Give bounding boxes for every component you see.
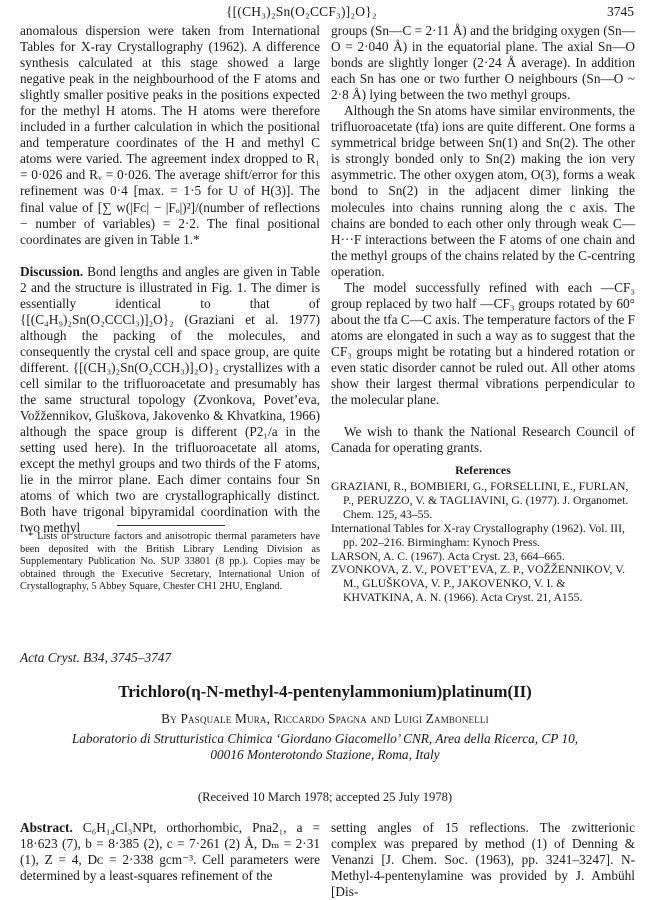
footnote-divider: [117, 525, 225, 526]
received-dates: (Received 10 March 1978; accepted 25 July 1978): [197, 790, 453, 804]
abstract-text: C₆H₁₄Cl₃NPt, orthorhombic, Pna2₁, a = 18·623 (7), b = 8·385 (2), c = 7·261 (2) Å, Dₘ = 2·31 (1), Z = 4, Dᴄ = 2·338 gcm⁻³. Cell parameters were determined by a least-squares refinement of the: [20, 820, 320, 884]
affiliation: [40, 731, 610, 763]
discussion-paragraph: [20, 264, 320, 537]
right-paragraph-3: The model successfully refined with each —CF₃ group replaced by two half —CF₃ groups rotated by 60° about the tfa C—C axis. The temperature factors of the F atoms are elongated in such a way as to suggest that the CF₃ groups might be rotating but a hindered rotation or even static disorder cannot be ruled out. All other atoms show their largest thermal vibrations perpendicular to the molecular plane.: [331, 279, 635, 408]
acknowledgement: We wish to thank the National Research Council of Canada for operating grants.: [331, 424, 635, 456]
page-number: 3745: [607, 4, 634, 19]
references-list: [331, 480, 635, 605]
running-title: {[(CH₃)₂Sn(O₂CCF₃)]₂O}₂: [226, 4, 377, 19]
reference-item: LARSON, A. C. (1967). Acta Cryst. 23, 664–665.: [331, 549, 565, 563]
paper-title: Trichloro(η-N-methyl-4-pentenylammonium)platinum(II): [118, 682, 532, 701]
reference-item: International Tables for X-ray Crystallography (1962). Vol. III, pp. 202–216. Birmingham: Kynoch Press.: [331, 521, 625, 549]
left-column: [20, 23, 320, 536]
abstract: [20, 820, 320, 884]
abstract-label: Abstract.: [20, 820, 73, 835]
discussion-label: Discussion.: [20, 263, 84, 279]
reference-item: GRAZIANI, R., BOMBIERI, G., FORSELLINI, E., FURLAN, P., PERUZZO, V. & TAGLIAVINI, G. (1977). J. Organomet. Chem. 125, 43–55.: [331, 480, 629, 521]
author-list: By Pasquale Mura, Riccardo Spagna and Luigi Zambonelli: [161, 711, 489, 726]
affiliation-line-1: Laboratorio di Strutturistica Chimica ‘Giordano Giacomello’ CNR, Area della Ricerca, CP 10,: [71, 731, 579, 746]
discussion-text: Bond lengths and angles are given in Table 2 and the structure is illustrated in Fig. 1. The dimer is essentially identical to that of {[(C₄H₉)₂Sn(O₂CCCl₃)]₂O}₂ (Graziani et al. 1977) although the packing of the molecules, and consequently the crystal cell and space group, are quite different. {[(CH₃)₂Sn(O₂CCH₃)]₂O}₂ crystallizes with a cell similar to the trifluoroacetate and presumably has the same structural topology (Zvonkova, Povet’eva, Vožžennikov, Gluškova, Jakovenko & Khvatkina, 1966) although the space group is different (P2₁/a in the setting used here). In the trifluoroacetate all atoms, except the methyl groups and two thirds of the F atoms, lie in the mirror plane. Each dimer contains four Sn atoms of which two are crystallographically distinct. Both have trigonal bipyramidal coordination with the two methyl: [20, 263, 320, 536]
references-heading: References: [455, 463, 511, 477]
left-paragraph-1: anomalous dispersion were taken from International Tables for X-ray Crystallography (1962). A difference synthesis calculated at this stage showed a large negative peak in the neighbourhood of the F atoms and slightly smaller positive peaks in the positions expected for the methyl H atoms. The H atoms were therefore included in a further calculation in which the positional and temperature coordinates of the H and methyl C atoms were varied. The agreement index dropped to R₁ = 0·026 and Rᵥ = 0·026. The average shift/error for this refinement was 0·4 [max. = 1·5 for U of H(3)]. The final value of [∑ w(|Fᴄ| − |Fₒ|)²]/(number of reflections − number of variables) = 2·2. The final positional coordinates are given in Table 1.*: [20, 23, 320, 247]
article-right-column: setting angles of 15 reflections. The zwitterionic complex was prepared by method (1) of Denning & Venanzi [J. Chem. Soc. (1963), pp. 3241–3247]. N-Methyl-4-pentenylamine was provided by J. Ambühl [Dis-: [331, 820, 635, 900]
right-column: [331, 23, 635, 456]
right-paragraph-2: Although the Sn atoms have similar environments, the trifluoroacetate (tfa) ions are quite different. One forms a symmetrical bridge between Sn(1) and Sn(2). The other is strongly bonded only to Sn(2) making the ion very asymmetric. The other oxygen atom, O(3), forms a weak bond to Sn(2) in the adjacent dimer linking the molecules into chains running along the c axis. The chains are bonded to each other only through weak C—H···F interactions between the F atoms of one chain and the methyl groups of the chains related by the C-centring operation.: [331, 103, 635, 279]
journal-citation: Acta Cryst. B34, 3745–3747: [20, 650, 172, 665]
reference-item: ZVONKOVA, Z. V., POVET’EVA, Z. P., VOŽŽENNIKOV, V. M., GLUŠKOVA, V. P., JAKOVENKO, V. I. & KHVATKINA, A. N. (1966). Acta Cryst. 21, A155.: [331, 563, 626, 605]
footnote: * Lists of structure factors and anisotropic thermal parameters have been deposited with the British Library Lending Division as Supplementary Publication No. SUP 33801 (8 pp.). Copies may be obtained through the Executive Secretary, International Union of Crystallography, 5 Abbey Square, Chester CH1 2HU, England.: [20, 531, 320, 593]
right-paragraph-1: groups (Sn—C = 2·11 Å) and the bridging oxygen (Sn—O = 2·040 Å) in the equatorial plane. The axial Sn—O bonds are slightly longer (2·24 Å average). In addition each Sn has one or two further O neighbours (Sn—O ~ 2·8 Å) lying between the two methyl groups.: [331, 23, 635, 103]
affiliation-line-2: 00016 Monterotondo Stazione, Roma, Italy: [210, 747, 440, 762]
